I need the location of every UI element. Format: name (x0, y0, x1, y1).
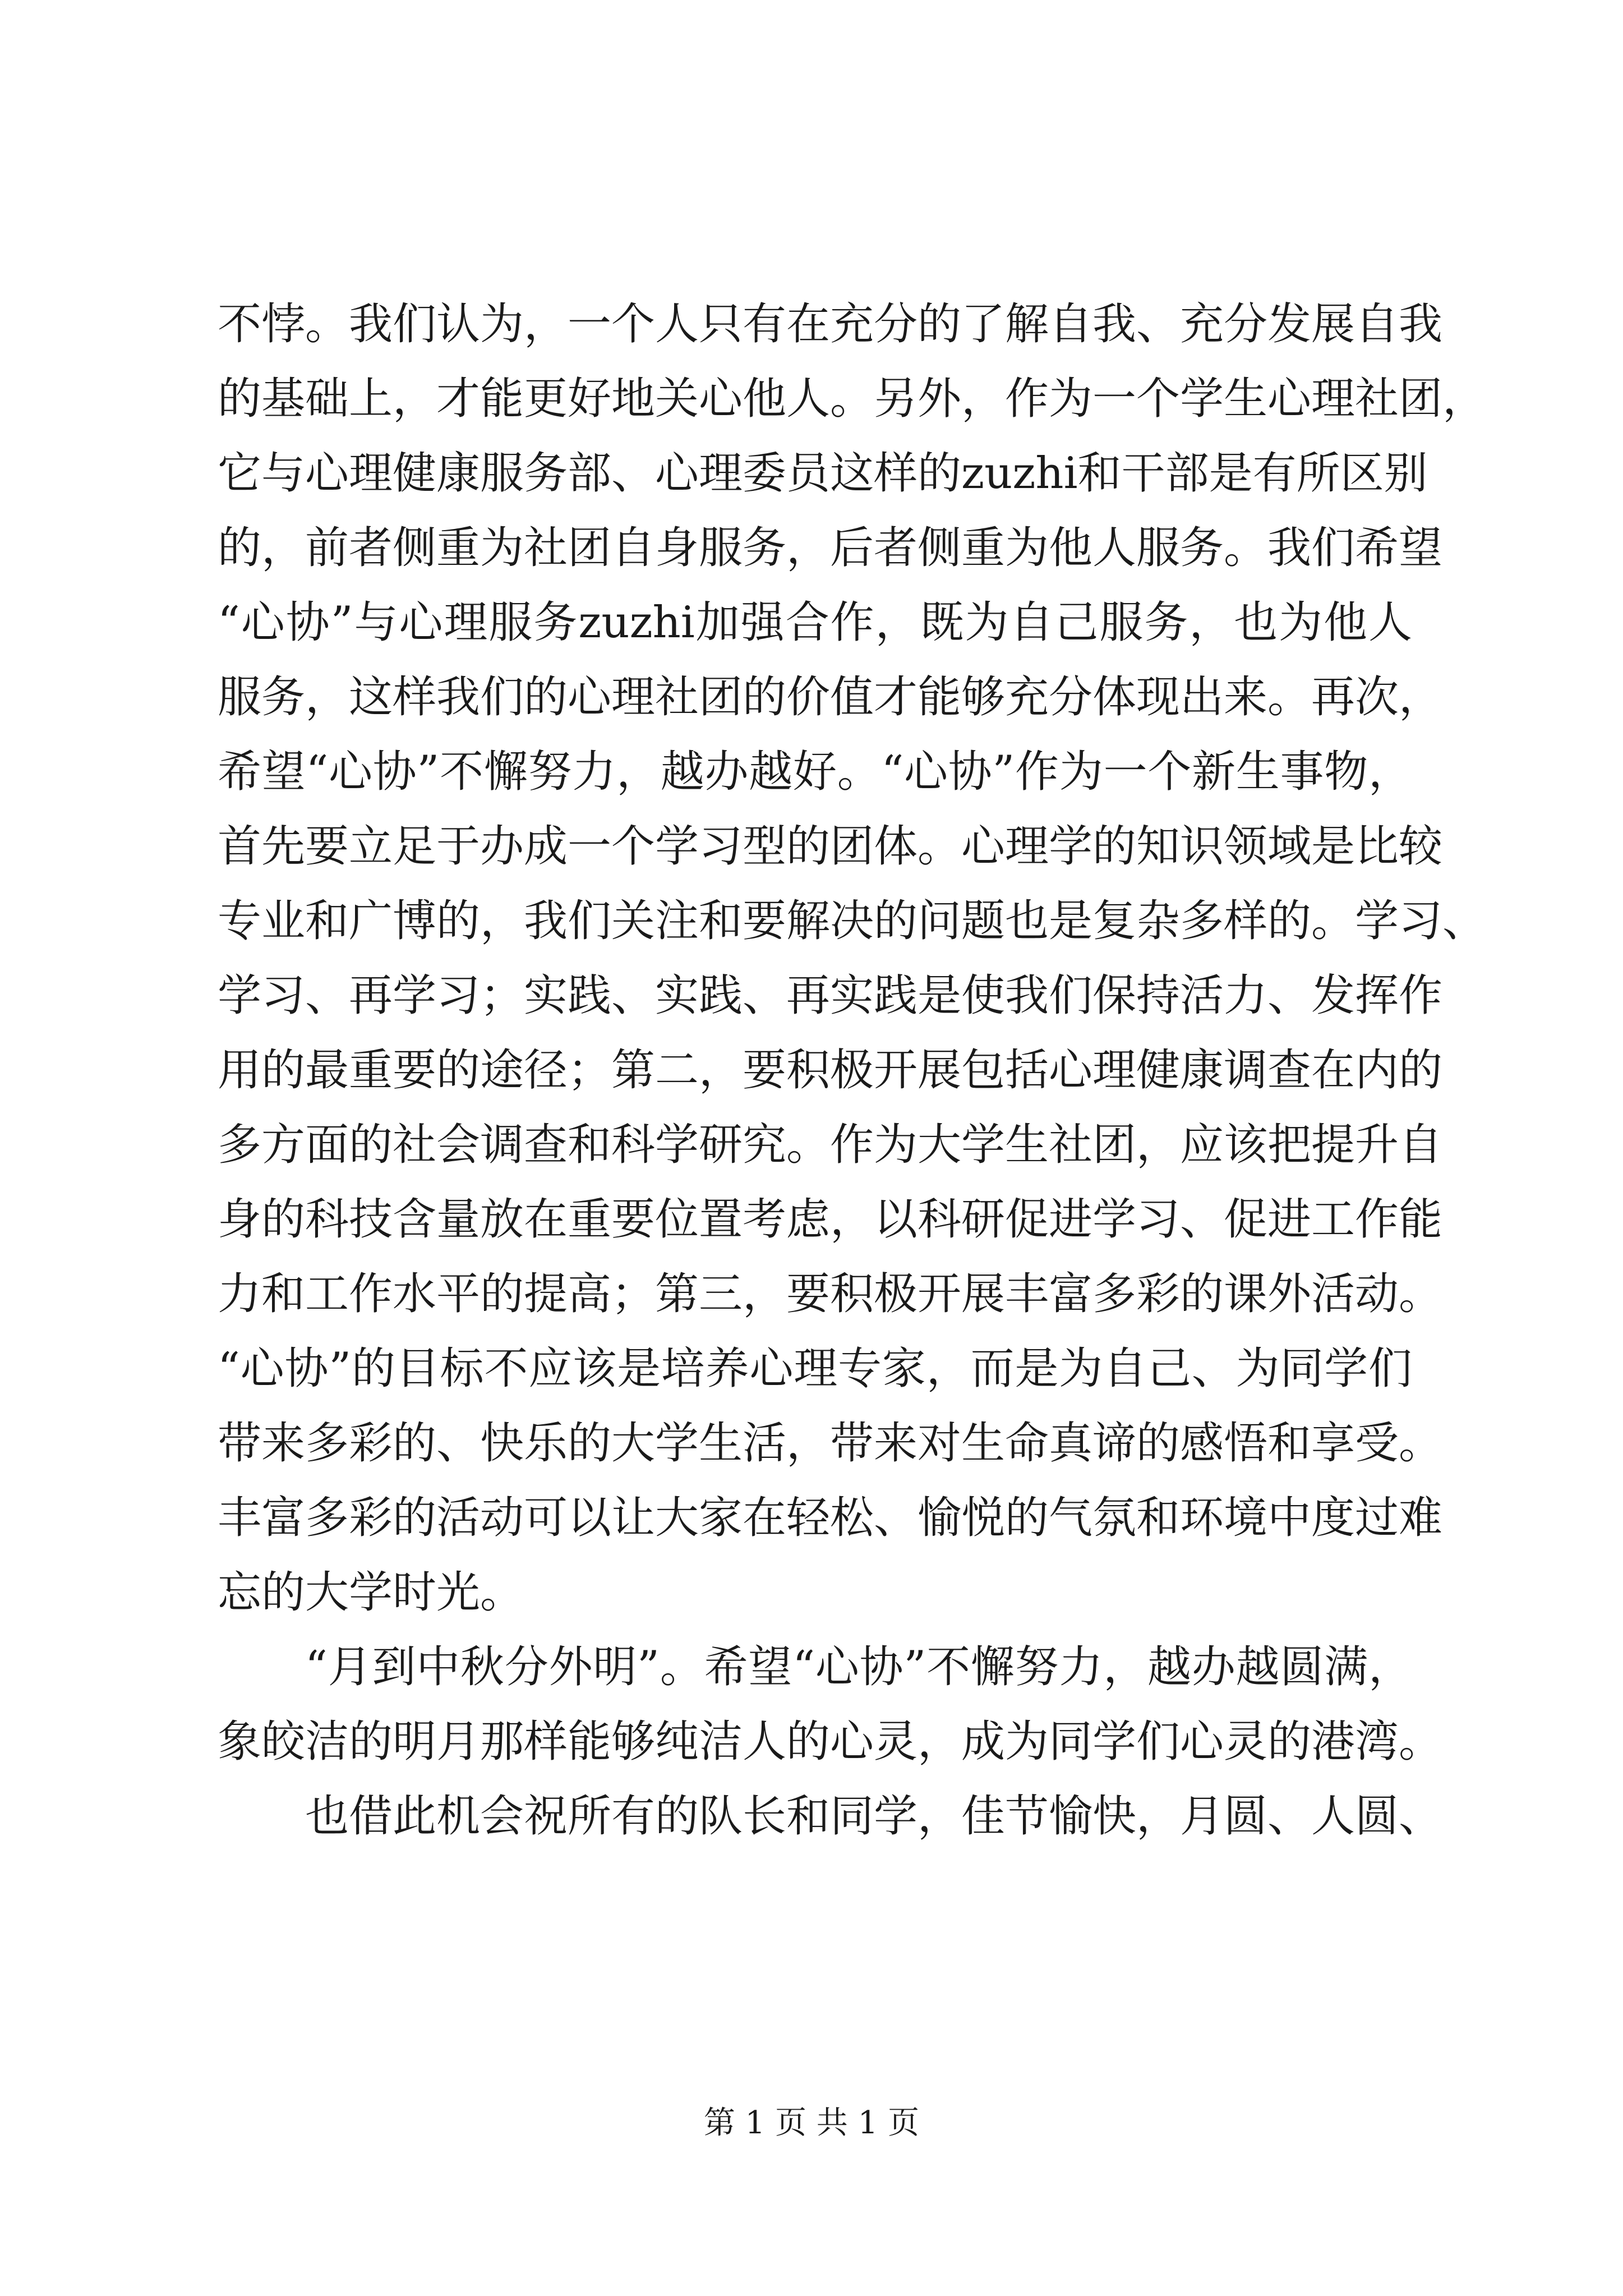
text-line: 象皎洁的明月那样能够纯洁人的心灵，成为同学们心灵的港湾。 (218, 1717, 1443, 1767)
text-line: 不悖。我们认为，一个人只有在充分的了解自我、充分发展自我 (218, 299, 1443, 349)
text-line: “月到中秋分外明”。希望“心协”不懈努力，越办越圆满， (305, 1642, 1412, 1692)
body-text (218, 287, 1487, 1854)
text-line: 首先要立足于办成一个学习型的团体。心理学的知识领域是比较 (218, 821, 1443, 872)
text-line: 它与心理健康服务部、心理委员这样的zuzhi和干部是有所区别 (218, 448, 1428, 499)
text-line: 带来多彩的、快乐的大学生活，带来对生命真谛的感悟和享受。 (218, 1418, 1443, 1469)
text-line: “心协”的目标不应该是培养心理专家，而是为自己、为同学们 (218, 1343, 1412, 1394)
text-line: 力和工作水平的提高；第三，要积极开展丰富多彩的课外活动。 (218, 1269, 1443, 1319)
text-line: 的，前者侧重为社团自身服务，后者侧重为他人服务。我们希望 (218, 523, 1443, 573)
page-footer (0, 2101, 1623, 2146)
text-line: 多方面的社会调查和科学研究。作为大学生社团，应该把提升自 (218, 1120, 1443, 1170)
text-line: “心协”与心理服务zuzhi加强合作，既为自己服务，也为他人 (218, 597, 1412, 648)
text-line: 用的最重要的途径；第二，要积极开展包括心理健康调查在内的 (218, 1045, 1443, 1096)
page-number-label: 第 1 页 共 1 页 (703, 2105, 920, 2141)
text-line: 的基础上，才能更好地关心他人。另外，作为一个学生心理社团， (218, 374, 1487, 424)
text-line: 忘的大学时光。 (218, 1567, 524, 1618)
text-line: 学习、再学习；实践、实践、再实践是使我们保持活力、发挥作 (218, 970, 1443, 1021)
text-line: 丰富多彩的活动可以让大家在轻松、愉悦的气氛和环境中度过难 (218, 1493, 1443, 1543)
text-line: 也借此机会祝所有的队长和同学，佳节愉快，月圆、人圆、 (305, 1791, 1443, 1842)
text-line: 专业和广博的，我们关注和要解决的问题也是复杂多样的。学习、 (218, 896, 1487, 946)
text-line: 身的科技含量放在重要位置考虑，以科研促进学习、促进工作能 (218, 1194, 1443, 1245)
text-line: 服务，这样我们的心理社团的价值才能够充分体现出来。再次， (218, 672, 1443, 723)
text-line: 希望“心协”不懈努力，越办越好。“心协”作为一个新生事物， (218, 747, 1412, 797)
